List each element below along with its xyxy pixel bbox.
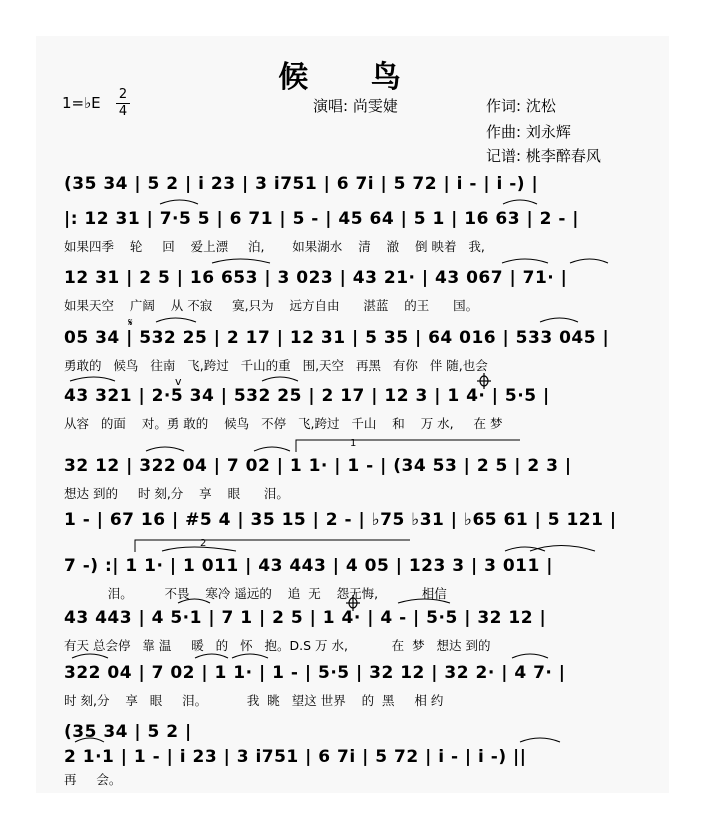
lyric-line-9: 有天 总会停 靠 温 暖 的 怀 抱。D.S 万 水, 在 梦 想达 到的	[64, 638, 491, 653]
score-row-11: 2 1·1 | 1 - | i 23 | 3 i751 | 6 7i | 5 72 | i - | i -) ||	[64, 747, 527, 767]
song-title: 候 鸟	[278, 60, 427, 95]
lyricist-credit: 作词: 沈松	[486, 97, 556, 115]
lyric-line-10: 时 刻,分 享 眼 泪。 我 眺 望这 世界 的 黑 相 约	[64, 693, 444, 708]
score-row-5: 43 321 | 2·5 34 | 532 25 | 2 17 | 12 3 | 1 4· | 5·5 |	[64, 386, 550, 406]
lyric-line-3: 如果天空 广阔 从 不寂 寞,只为 远方自由 湛蓝 的王 国。	[64, 298, 479, 313]
segno-icon: 𝄋	[128, 316, 133, 329]
lyric-line-2: 如果四季 轮 回 爱上漂 泊, 如果湖水 清 澈 倒 映着 我,	[64, 239, 485, 254]
time-signature	[116, 88, 130, 119]
lyric-line-6: 想达 到的 时 刻,分 享 眼 泪。	[64, 486, 289, 501]
score-row-1: (35 34 | 5 2 | i 23 | 3 i751 | 6 7i | 5 72 | i - | i -) |	[64, 174, 539, 194]
score-row-7: 1 - | 67 16 | #5 4 | 35 15 | 2 - | ♭75 ♭31 | ♭65 61 | 5 121 |	[64, 510, 617, 530]
lyric-line-5: 从容 的面 对。勇 敢的 候鸟 不停 飞,跨过 千山 和 万 水, 在 梦	[64, 416, 503, 431]
volta-1-label: 1	[350, 438, 357, 449]
time-signature-top: 2	[118, 87, 128, 102]
volta-2-label: 2	[200, 538, 207, 549]
score-row-11-prefix: (35 34 | 5 2 |	[64, 722, 192, 742]
composer-credit: 作曲: 刘永辉	[486, 123, 571, 141]
transcriber-credit: 记谱: 桃李醉春风	[486, 147, 601, 165]
score-row-9: 43 443 | 4 5·1 | 7 1 | 2 5 | 1 4· | 4 - | 5·5 | 32 12 |	[64, 608, 547, 628]
accent-mark: v	[175, 375, 182, 388]
lyric-line-11: 再 会。	[64, 772, 122, 787]
lyric-line-8: 泪。 不畏 寒冷 遥远的 追 无 怨无悔, 相信	[64, 586, 447, 601]
score-row-2: |: 12 31 | 7·5 5 | 6 71 | 5 - | 45 64 | 5 1 | 16 63 | 2 - |	[64, 209, 580, 229]
score-row-3: 12 31 | 2 5 | 16 653 | 3 023 | 43 21· | 43 067 | 71· |	[64, 268, 568, 288]
score-row-6: 32 12 | 322 04 | 7 02 | 1 1· | 1 - | (34 53 | 2 5 | 2 3 |	[64, 456, 572, 476]
time-signature-bottom: 4	[118, 104, 128, 119]
score-row-10: 322 04 | 7 02 | 1 1· | 1 - | 5·5 | 32 12 | 32 2· | 4 7· |	[64, 663, 566, 683]
singer-credit: 演唱: 尚雯婕	[313, 97, 398, 115]
key-signature: 1=♭E	[62, 94, 101, 112]
lyric-line-4: 勇敢的 候鸟 往南 飞,跨过 千山的重 围,天空 再黑 有你 伴 随,也会	[64, 358, 488, 373]
score-row-8: 7 -) :| 1 1· | 1 011 | 43 443 | 4 05 | 123 3 | 3 011 |	[64, 556, 553, 576]
score-row-4: 05 34 | 532 25 | 2 17 | 12 31 | 5 35 | 64 016 | 533 045 |	[64, 328, 610, 348]
